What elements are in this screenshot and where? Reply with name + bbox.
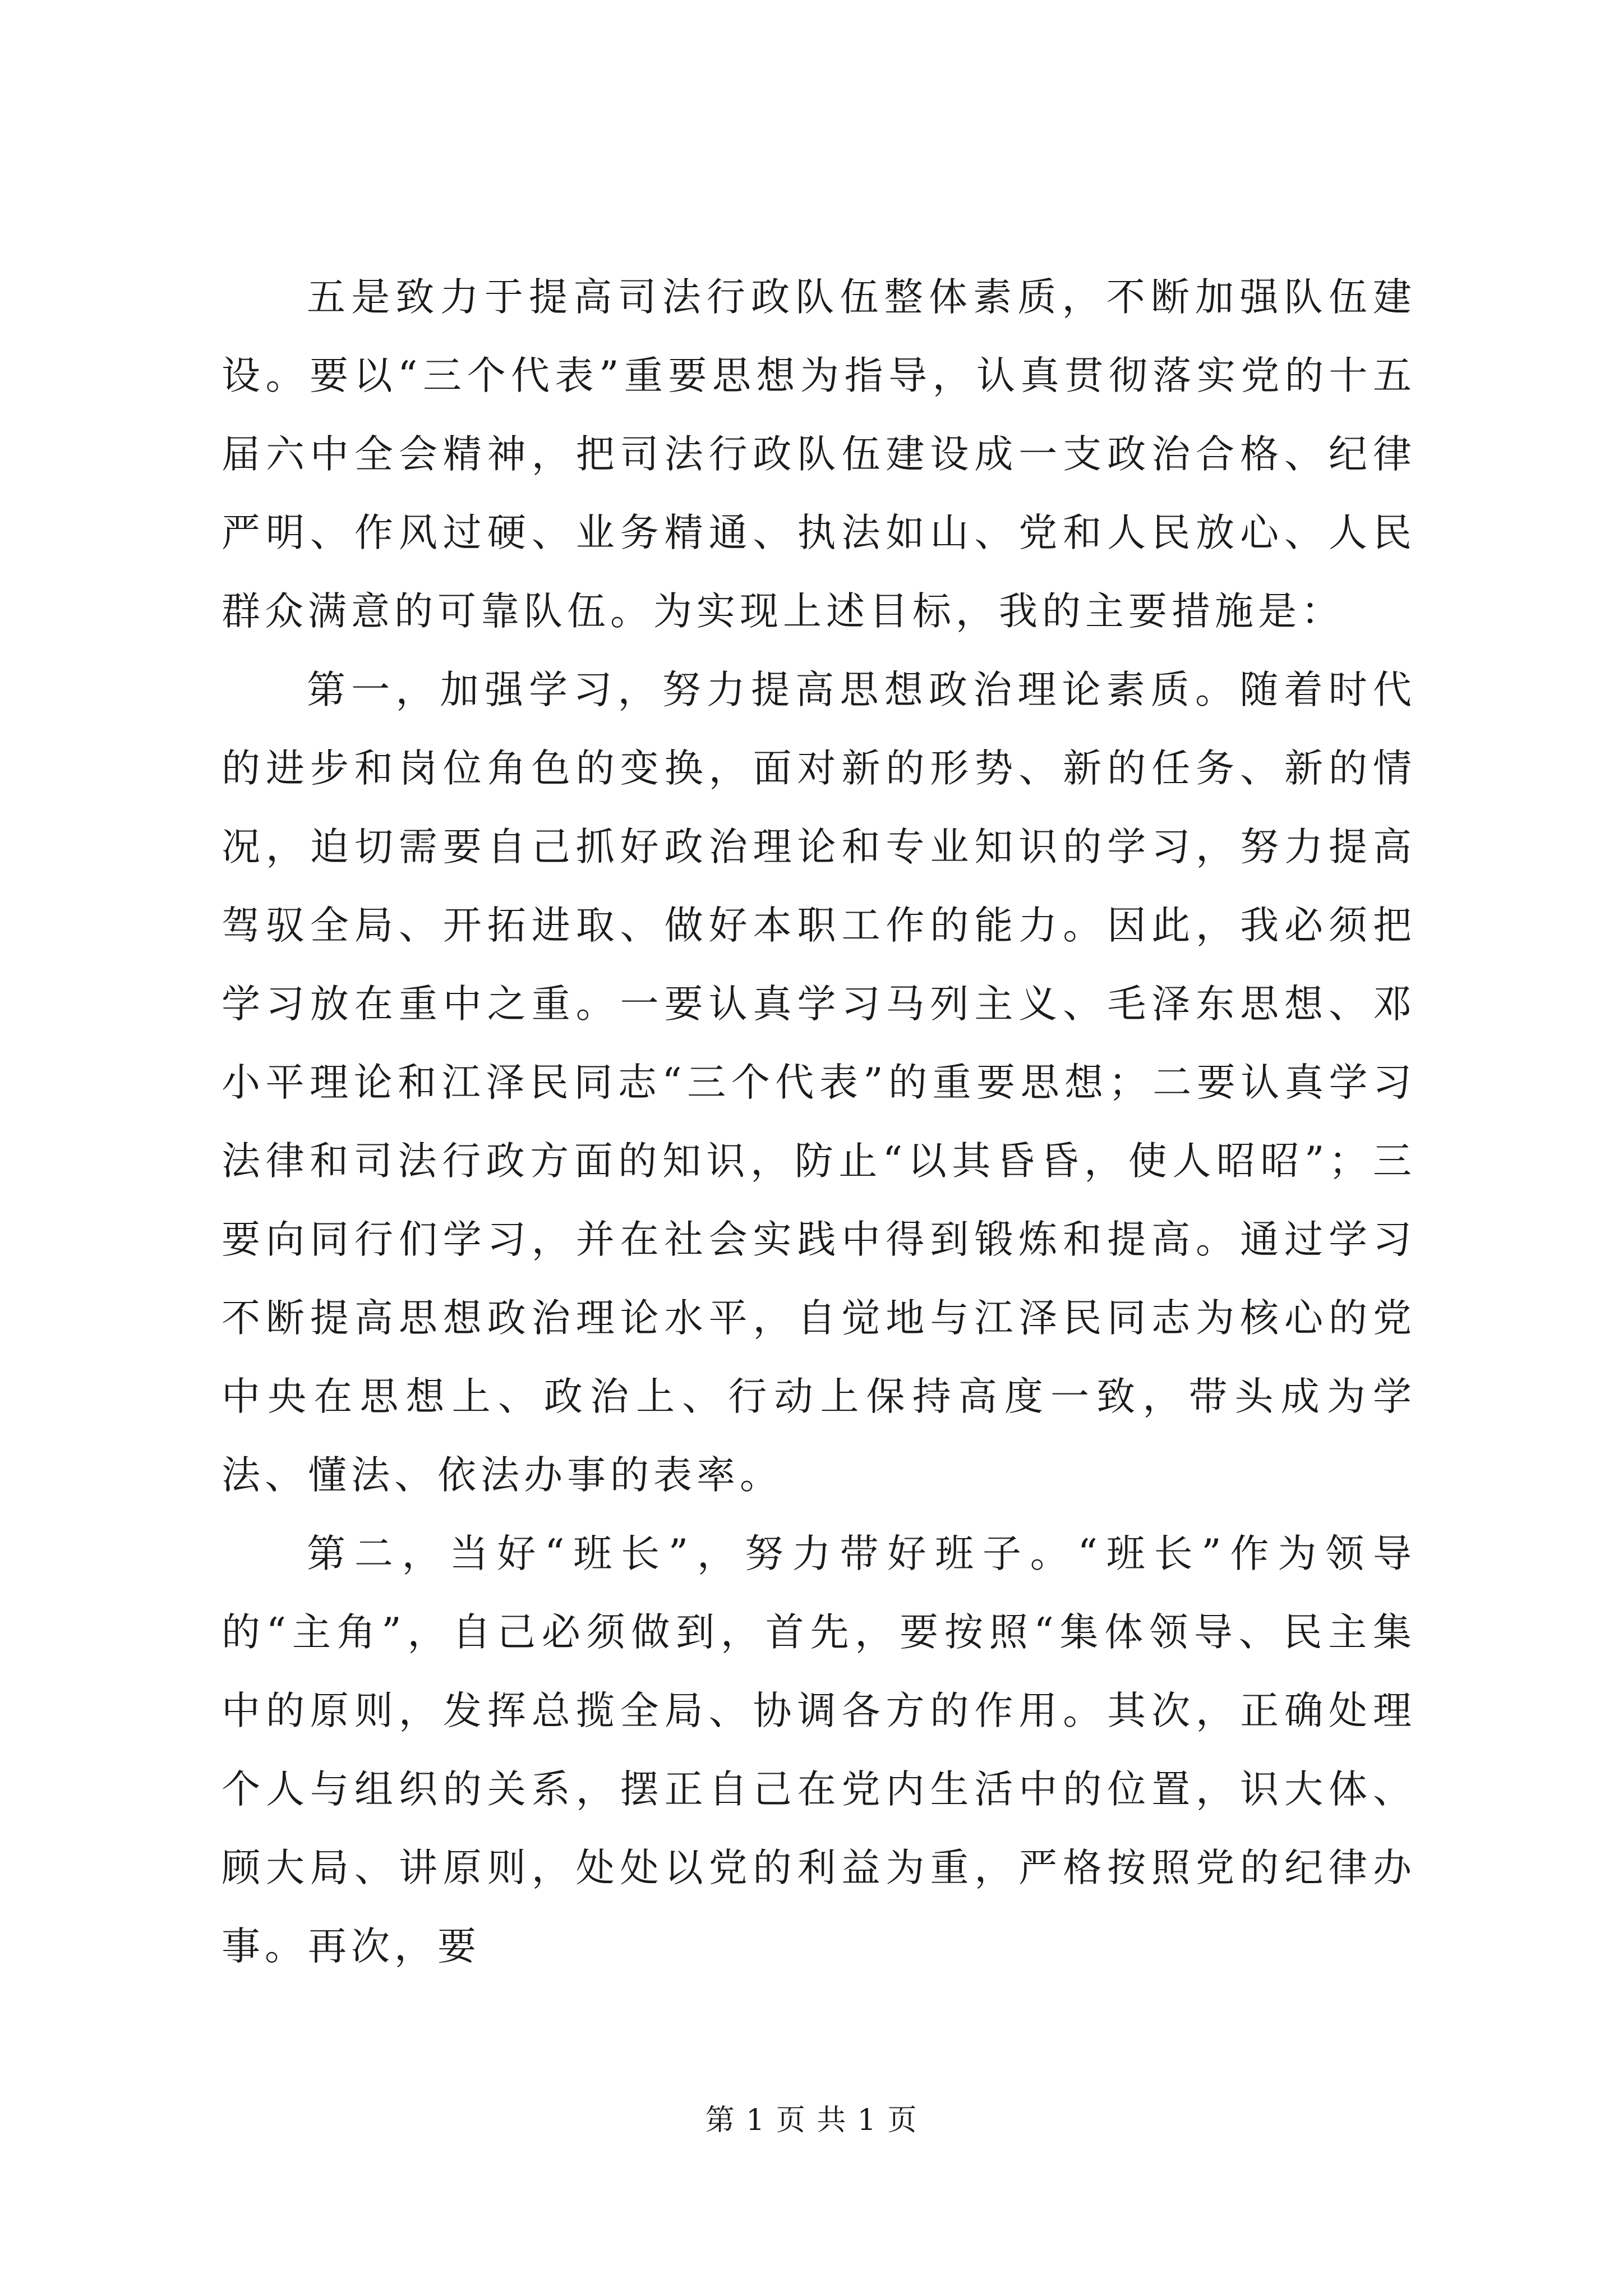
document-body: [222, 258, 1416, 1986]
paragraph-2: 第一，加强学习，努力提高思想政治理论素质。随着时代的进步和岗位角色的变换，面对新的形势、新的任务、新的情况，迫切需要自己抓好政治理论和专业知识的学习，努力提高驾驭全局、开拓进取、做好本职工作的能力。因此，我必须把学习放在重中之重。一要认真学习马列主义、毛泽东思想、邓小平理论和江泽民同志“三个代表”的重要思想；二要认真学习法律和司法行政方面的知识，防止“以其昏昏，使人昭昭”；三要向同行们学习，并在社会实践中得到锻炼和提高。通过学习不断提高思想政治理论水平，自觉地与江泽民同志为核心的党中央在思想上、政治上、行动上保持高度一致，带头成为学法、懂法、依法办事的表率。: [222, 668, 1416, 1498]
paragraph-1: 五是致力于提高司法行政队伍整体素质，不断加强队伍建设。要以“三个代表”重要思想为指导，认真贯彻落实党的十五届六中全会精神，把司法行政队伍建设成一支政治合格、纪律严明、作风过硬、业务精通、执法如山、党和人民放心、人民群众满意的可靠队伍。为实现上述目标，我的主要措施是：: [222, 275, 1416, 634]
paragraph-3: 第二，当好“班长”，努力带好班子。“班长”作为领导的“主角”，自己必须做到，首先，要按照“集体领导、民主集中的原则，发挥总揽全局、协调各方的作用。其次，正确处理个人与组织的关系，摆正自己在党内生活中的位置，识大体、顾大局、讲原则，处处以党的利益为重，严格按照党的纪律办事。再次，要: [222, 1531, 1416, 1969]
page-footer: 第 1 页 共 1 页: [705, 2104, 918, 2137]
